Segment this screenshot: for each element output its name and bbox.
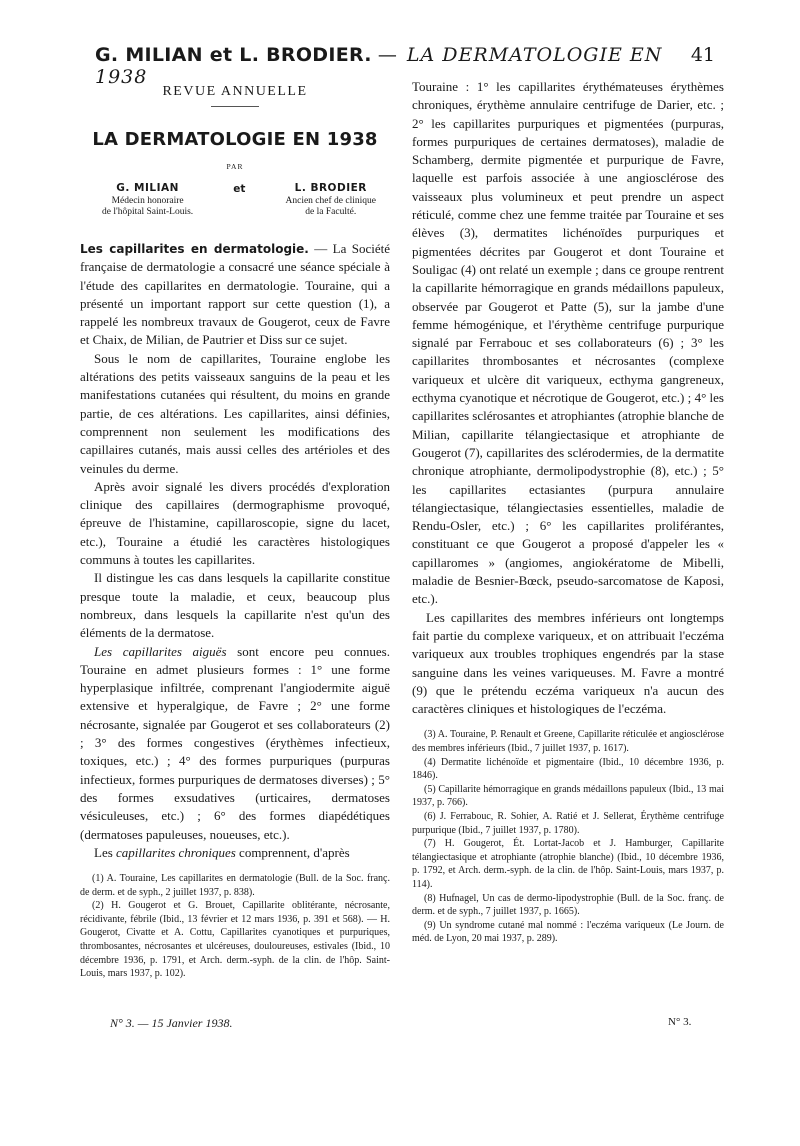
header-title: LA DERMATOLOGIE EN 1938 — [95, 44, 663, 88]
footnotes-right — [412, 728, 724, 946]
section-label: REVUE ANNUELLE — [162, 84, 308, 99]
paragraph — [80, 844, 390, 862]
paragraph: Il distingue les cas dans lesquels la capillarite constitue presque toute la maladie, et ceux, beaucoup plus nombreux, dans lesquels la capillarite n'est qu'un des éléments de la dermatose. — [80, 570, 390, 641]
left-column — [80, 78, 390, 981]
paragraph-text: — La Société française de dermatologie a consacré une séance spéciale à l'étude des capillarites en dermatologie. Touraine, qui a présenté un important rapport sur cette question (1), a rappelé les nombreux travaux de Gougerot, ceux de Favre et Chaix, de Milian, de Pautrier et Diss sur ce sujet. — [80, 241, 390, 348]
author-name: L. BRODIER — [294, 182, 367, 194]
left-body — [80, 240, 390, 862]
footnote: (2) H. Gougerot et G. Brouet, Capillarite oblitérante, nécrosante, récidivante, fébrile (Ibid., 13 février et 12 mars 1936, p. 391 et 568). — H. Gougerot, Civatte et A. Cottu, Capillarites cyanotiques et purpuriques, thrombosantes, nécrosantes et ulcéreuses, douloureuses, estivales (Ibid., 10 décembre 1936, p. 1791, et Arch. derm.-syph. de la clin. de l'hôp. Saint-Louis, mars 1937, p. 102). — [80, 900, 390, 980]
paragraph-text: Les — [94, 844, 117, 860]
footnote: (1) A. Touraine, Les capillarites en dermatologie (Bull. de la Soc. franç. de derm. et de syph., 2 juillet 1937, p. 838). — [80, 873, 390, 898]
author-affiliation: de la Faculté. — [305, 207, 357, 217]
issue-number: N° 3. — [668, 1016, 692, 1028]
footnote: (6) J. Ferrabouc, R. Sohier, A. Ratié et J. Sellerat, Érythème centrifuge purpurique (Ibid., 7 juillet 1937, p. 1780). — [412, 810, 724, 836]
paragraph: Sous le nom de capillarites, Touraine englobe les altérations des petits vaisseaux sanguins de la peau et les manifestations cutanées qui résultent, du moins en grande partie, de ces altérations. Les capillarites, ainsi définies, comprennent non seulement les modifications des capillaires cutanés, mais aussi celles des artérioles et des veinules du derme. — [80, 350, 390, 476]
section-heading: Les capillarites en dermatologie. — [80, 242, 309, 256]
divider — [211, 106, 259, 107]
footnote: (3) A. Touraine, P. Renault et Greene, Capillarite réticulée et angiosclérose des membres inférieurs (Ibid., 7 juillet 1937, p. 1617). — [412, 729, 724, 754]
author-brodier — [286, 183, 376, 218]
author-affiliation: Ancien chef de clinique — [285, 196, 376, 206]
footnote: (8) Hufnagel, Un cas de dermo-lipodystrophie (Bull. de la Soc. franç. de derm. et de syph., 7 juillet 1937, p. 1665). — [412, 892, 724, 918]
footnote: (9) Un syndrome cutané mal nommé : l'eczéma variqueux (Le Journ. de méd. de Lyon, 20 mai 1937, p. 289). — [412, 919, 724, 945]
paragraph-text: comprennent, d'après — [235, 844, 350, 860]
footnotes-left — [80, 872, 390, 981]
footnote: (4) Dermatite lichénoïde et pigmentaire (Ibid., 10 décembre 1936, p. 1846). — [412, 756, 724, 782]
paragraph — [80, 240, 390, 350]
footnote: (5) Capillarite hémorragique en grands médaillons papuleux (Ibid., 13 mai 1937, p. 766). — [412, 783, 724, 809]
running-header — [95, 44, 715, 88]
right-column — [412, 78, 724, 946]
page-number: 41 — [690, 44, 715, 66]
conjunction: et — [233, 183, 246, 195]
issue-footer: N° 3. — 15 Janvier 1938. — [110, 1016, 233, 1030]
paragraph: Les capillarites des membres inférieurs ont longtemps fait partie du complexe variqueux, et on attribuait l'eczéma variqueux aux troubles trophiques engendrés par la stase sanguine dans les veines variqueuses. M. Favre a montré (9) que le prétendu eczéma variqueux n'a aucun des caractères cliniques et histologiques de l'eczéma. — [412, 609, 724, 717]
header-dash: — — [377, 44, 397, 66]
header-authors: G. MILIAN et L. BRODIER. — [95, 44, 372, 66]
paragraph — [80, 643, 390, 844]
footnote: (7) H. Gougerot, Ét. Lortat-Jacob et J. Hamburger, Capillarite télangiectasique et atrophiante (atrophie blanche) (Ibid., 10 décembre 1936, p. 1792, et Arch. derm.-syph. de la clin. de l'hôp. Saint-Louis, mars 1937, p. 114). — [412, 838, 724, 890]
author-affiliation: Médecin honoraire — [111, 196, 184, 206]
right-body — [412, 78, 724, 718]
paragraph: Après avoir signalé les divers procédés d'exploration clinique des capillaires (dermographisme provoqué, épreuve de l'histamine, capillaroscopie, signe du lacet, etc.), Touraine a étudié les caractères histologiques communs à toutes les capillarites. — [80, 478, 390, 568]
italic-term: Les capillarites aiguës — [94, 643, 227, 659]
paragraph-text: sont encore peu connues. Touraine en admet plusieurs formes : 1° une forme hyperplasique infiltrée, comprenant l'angiodermite aiguë extensive et hyperalgique, de Favre ; 2° une forme nécrosante, signalée par Gougerot et ses collaborateurs (2) ; 3° des formes congestives (érythèmes infectieux, toxiques, etc.) ; 4° des formes purpuriques (purpuras infectieux, formes purpuriques de dermatoses diverses) ; 5° des formes exsudatives (urticaires, dermatoses vésiculeuses, etc.) ; 6° des formes diapédétiques (dermatoses papuleuses, noueuses, etc.). — [80, 643, 390, 842]
par-label: PAR — [226, 162, 244, 171]
paragraph: Touraine : 1° les capillarites érythémateuses érythèmes chroniques, érythème annulaire centrifuge de Darier, etc. ; 2° les capillarites purpuriques et pigmentées (purpuras, formes purpuriques de certaines dermatoses), maladie de Schamberg, dermite pigmentée et purpurique de Favre, laquelle est parfois associée à une angiosclérose des vaisseaux plus volumineux et peut prendre un aspect réticulé, comme chez une femme traitée par Touraine et ses élèves (3), dermatites lichénoïdes purpuriques et pigmentées décrites par Gougerot et dont Touraine et Souligac (4) ont relaté un exemple ; dans ce groupe rentrent la capillarite hémorragique en grands médaillons papuleux, observée par Gougerot et Patte (5), sur la jambe d'une femme hémogénique, et l'érythème centrifuge purpurique signalé par Ferrabouc et ses collaborateurs (6) ; 3° les capillarites thrombosantes et nécrosantes (complexe variqueux et ulcère dit variqueux, ecthyma gangreneux, ecthyma cyanotique et nécrotique de Gougerot, etc.) ; 4° les capillarites sclérosantes et atrophiantes (atrophie blanche de Milian, capillarite télangiectasique et atrophiante de Gougerot (7), capillarites des sclérodermies, de la dermatite chronique atrophiante, dermolipodystrophie (8), etc.) ; 5° les capillarites ectasiantes (purpura annulaire télangiectasique, télangiectasies essentielles, maladie de Rendu-Osler, etc.) ; 6° les capillarites proliférantes, constituant ce que Gougerot a proposé d'appeler les « capillaromes » (angiomes, angiokératome de Mibelli, maladie de Besnier-Bœck, pseudo-sarcomatose de Kaposi, etc.). — [412, 79, 724, 607]
author-affiliation: de l'hôpital Saint-Louis. — [102, 207, 194, 217]
article-title: LA DERMATOLOGIE EN 1938 — [92, 129, 378, 150]
byline — [102, 183, 376, 218]
italic-term: capillarites chroniques — [116, 844, 236, 860]
author-name: G. MILIAN — [116, 182, 179, 194]
author-milian — [102, 183, 193, 218]
